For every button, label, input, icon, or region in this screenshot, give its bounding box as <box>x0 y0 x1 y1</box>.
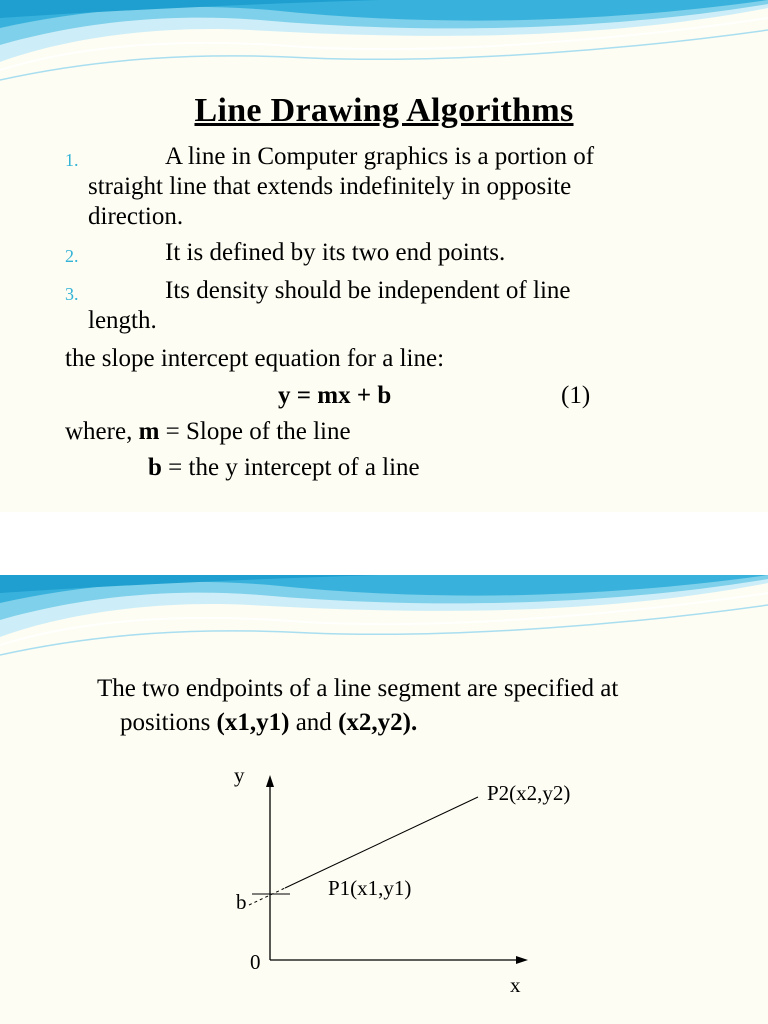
item-1-line-3: direction. <box>88 203 184 230</box>
list-number-3: 3. <box>65 284 79 304</box>
slide-2 <box>0 575 768 1024</box>
b-intercept-label: b <box>236 890 247 914</box>
wave-header-decoration <box>0 0 768 95</box>
item-2-line-1: It is defined by its two end points. <box>165 239 506 266</box>
line-extension-dashed <box>249 888 285 905</box>
where-line <box>65 417 351 447</box>
b-symbol: b <box>148 454 162 481</box>
line-diagram <box>0 575 768 1024</box>
list-number-1: 1. <box>65 150 79 170</box>
line-segment <box>285 797 478 888</box>
origin-label: 0 <box>250 950 261 974</box>
item-3-line-2: length. <box>88 307 157 334</box>
slide-title: Line Drawing Algorithms <box>194 92 574 129</box>
item-1-line-1: A line in Computer graphics is a portion of <box>165 143 595 170</box>
p2-label: P2(x2,y2) <box>487 781 571 805</box>
positions-prefix: positions <box>120 709 217 736</box>
x-axis-label: x <box>510 973 521 997</box>
y-axis-arrow <box>266 775 274 787</box>
slope-equation: y = mx + b <box>278 382 392 409</box>
item-1-line-2: straight line that extends indefinitely in opposite <box>88 173 572 200</box>
endpoints-text-line-1: The two endpoints of a line segment are specified at <box>97 675 619 702</box>
and-word: and <box>289 709 339 736</box>
x-axis-arrow <box>516 956 528 964</box>
m-definition: = Slope of the line <box>159 418 351 445</box>
y-axis-label: y <box>234 763 245 787</box>
where-prefix: where, <box>65 418 139 445</box>
list-number-2: 2. <box>65 246 79 266</box>
slope-intro-text: the slope intercept equation for a line: <box>65 345 445 372</box>
m-symbol: m <box>138 418 160 445</box>
b-line <box>148 453 420 483</box>
equation-number: (1) <box>561 382 591 409</box>
p1-label: P1(x1,y1) <box>328 876 412 900</box>
point2-coords: (x2,y2). <box>338 709 418 736</box>
point1-coords: (x1,y1) <box>216 709 290 736</box>
item-3-line-1: Its density should be independent of line <box>165 277 571 304</box>
b-definition: = the y intercept of a line <box>161 454 420 481</box>
